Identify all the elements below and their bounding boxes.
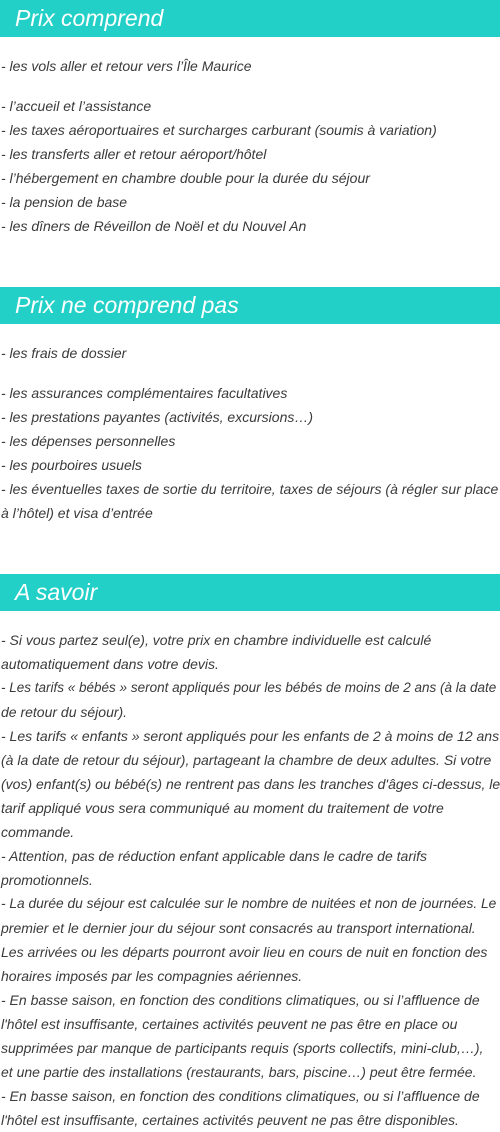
- list-item: - les taxes aéroportuaires et surcharges carburant (soumis à variation): [1, 122, 437, 138]
- info-line: de retour du séjour).: [1, 704, 128, 720]
- info-line: horaires imposés par les compagnies aériennes.: [1, 968, 303, 984]
- list-item: à l’hôtel) et visa d’entrée: [1, 505, 153, 521]
- info-line: commande.: [1, 824, 75, 840]
- info-text: [1, 628, 500, 1132]
- info-line: automatiquement dans votre devis.: [1, 656, 219, 672]
- list-item: - les transferts aller et retour aéroport/hôtel: [1, 146, 267, 162]
- list-item: - les éventuelles taxes de sortie du territoire, taxes de séjours (à régler sur place: [1, 481, 499, 497]
- info-line: - En basse saison, en fonction des conditions climatiques, ou si l’affluence de: [1, 1088, 480, 1104]
- info-line: l'hôtel est insuffisante, certaines activités peuvent ne pas être en place ou: [1, 1016, 458, 1032]
- info-line: (vos) enfant(s) ou bébé(s) ne rentrent pas dans les tranches d'âges ci-dessus, le: [1, 776, 500, 792]
- info-line: l'hôtel est insuffisante, certaines activités peuvent ne pas être disponibles.: [1, 1112, 459, 1128]
- info-line: (à la date de retour du séjour), partageant la chambre de deux adultes. Si votre: [1, 752, 492, 768]
- info-line: - Si vous partez seul(e), votre prix en chambre individuelle est calculé: [1, 632, 432, 648]
- section-header-included: [0, 0, 500, 37]
- list-item: - la pension de base: [1, 194, 128, 210]
- info-line: - Attention, pas de réduction enfant applicable dans le cadre de tarifs: [1, 848, 427, 864]
- list-item: - les dépenses personnelles: [1, 433, 176, 449]
- section-title-included: Prix comprend: [15, 5, 164, 31]
- included-list: [1, 54, 500, 238]
- section-header-info: [0, 574, 500, 611]
- list-item: - les prestations payantes (activités, excursions…): [1, 409, 314, 425]
- list-item: - les vols aller et retour vers l’Île Maurice: [1, 58, 252, 74]
- excluded-list: [1, 341, 500, 525]
- list-item: - l’hébergement en chambre double pour la durée du séjour: [1, 170, 370, 186]
- info-line: - Les tarifs « enfants » seront appliqués pour les enfants de 2 à moins de 12 ans: [1, 728, 500, 744]
- section-title-info: A savoir: [15, 579, 98, 605]
- info-line: - Les tarifs « bébés » seront appliqués pour les bébés de moins de 2 ans (à la date: [1, 680, 497, 695]
- section-header-excluded: [0, 287, 500, 324]
- list-item: - les frais de dossier: [1, 345, 127, 361]
- info-line: supprimées par manque de participants requis (sports collectifs, mini-club,…),: [1, 1040, 484, 1056]
- list-item: - les dîners de Réveillon de Noël et du Nouvel An: [1, 218, 307, 234]
- list-item: - les assurances complémentaires facultatives: [1, 385, 288, 401]
- info-line: - En basse saison, en fonction des conditions climatiques, ou si l’affluence de: [1, 992, 480, 1008]
- list-item: - les pourboires usuels: [1, 457, 142, 473]
- info-line: et une partie des installations (restaurants, bars, piscine…) peut être fermée.: [1, 1064, 477, 1080]
- info-line: premier et le dernier jour du séjour sont consacrés au transport international.: [1, 920, 476, 936]
- info-line: - La durée du séjour est calculée sur le nombre de nuitées et non de journées. Le: [1, 896, 497, 911]
- info-line: tarif appliqué vous sera communiqué au moment du traitement de votre: [1, 800, 444, 816]
- info-line: promotionnels.: [1, 872, 93, 888]
- list-item: - l’accueil et l’assistance: [1, 98, 152, 114]
- info-line: Les arrivées ou les départs pourront avoir lieu en cours de nuit en fonction des: [1, 944, 488, 960]
- section-title-excluded: Prix ne comprend pas: [15, 292, 239, 318]
